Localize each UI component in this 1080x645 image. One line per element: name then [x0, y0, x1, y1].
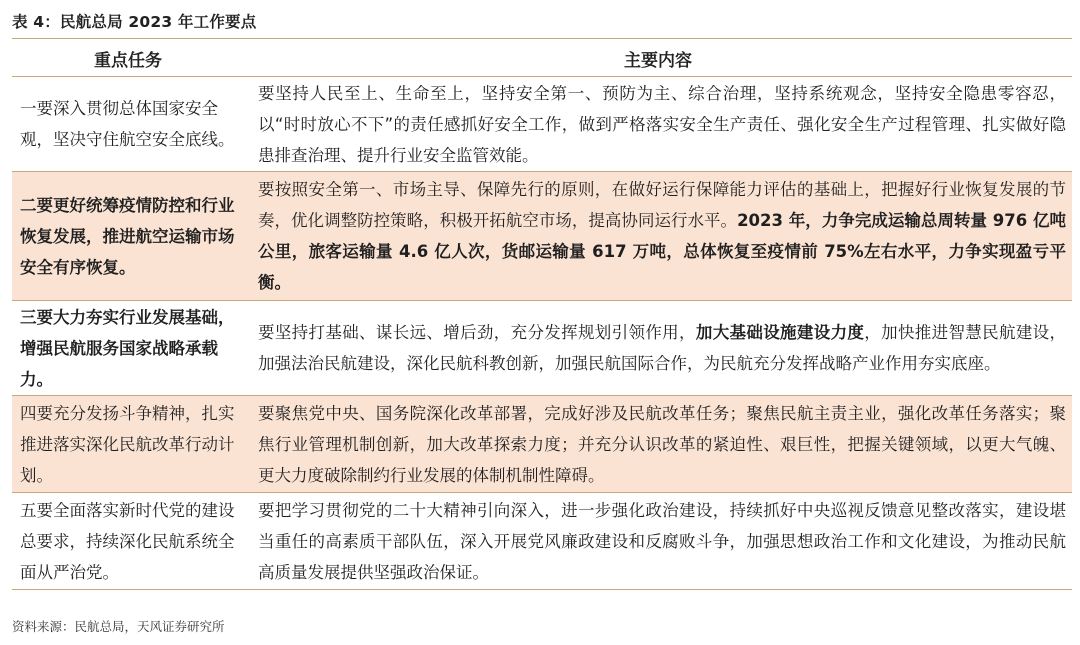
content-text: 要把学习贯彻党的二十大精神引向深入，进一步强化政治建设，持续抓好中央巡视反馈意见整改落实，建设堪当重任的高素质干部队伍，深入开展党风廉政建设和反腐败斗争，加强思想政治工作和文化建设，为推动民航高质量发展提供坚强政治保证。 [258, 500, 1066, 582]
source-note: 资料来源：民航总局，天风证券研究所 [12, 619, 225, 634]
content-cell [244, 172, 1072, 301]
table-row [12, 493, 1072, 590]
content-cell [244, 77, 1072, 172]
header-key-tasks: 重点任务 [12, 40, 244, 77]
content-highlight: 加大基础设施建设力度 [695, 323, 865, 342]
content-cell [244, 396, 1072, 493]
content-highlight: 2023 年，力争完成运输总周转量 976 亿吨公里，旅客运输量 4.6 亿人次，货邮运输量 617 万吨，总体恢复至疫情前 75%左右水平，力争实现盈亏平衡。 [258, 211, 1066, 292]
table-header-row [12, 40, 1072, 77]
content-cell [244, 301, 1072, 396]
table-row [12, 77, 1072, 172]
content-text: ，加快推进智慧民航建设，加强法治民航建设，深化民航科教创新，加强民航国际合作，为民航充分发挥战略产业作用夯实底座。 [258, 323, 1067, 373]
content-cell [244, 493, 1072, 590]
task-cell: 一要深入贯彻总体国家安全观，坚决守住航空安全底线。 [12, 77, 244, 172]
content-text: 要按照安全第一、市场主导、保障先行的原则，在做好运行保障能力评估的基础上，把握好行业恢复发展的节奏，优化调整防控策略，积极开拓航空市场，提高协同运行水平。 [258, 180, 1066, 230]
task-cell: 二要更好统筹疫情防控和行业恢复发展，推进航空运输市场安全有序恢复。 [12, 172, 244, 301]
content-text: 要坚持打基础、谋长远、增后劲，充分发挥规划引领作用， [258, 323, 696, 342]
header-main-content: 主要内容 [244, 40, 1072, 77]
task-cell: 五要全面落实新时代党的建设总要求，持续深化民航系统全面从严治党。 [12, 493, 244, 590]
table-row [12, 396, 1072, 493]
work-priorities-table [12, 40, 1072, 590]
table-row [12, 172, 1072, 301]
task-cell: 三要大力夯实行业发展基础，增强民航服务国家战略承载力。 [12, 301, 244, 396]
task-cell: 四要充分发扬斗争精神，扎实推进落实深化民航改革行动计划。 [12, 396, 244, 493]
table-caption: 表 4：民航总局 2023 年工作要点 [12, 13, 257, 31]
content-text: 要坚持人民至上、生命至上，坚持安全第一、预防为主、综合治理，坚持系统观念，坚持安全隐患零容忍，以“时时放心不下”的责任感抓好安全工作，做到严格落实安全生产责任、强化安全生产过程管理、扎实做好隐患排查治理、提升行业安全监管效能。 [258, 83, 1066, 165]
caption-divider [12, 38, 1072, 39]
table-row [12, 301, 1072, 396]
content-text: 要聚焦党中央、国务院深化改革部署，完成好涉及民航改革任务；聚焦民航主责主业，强化改革任务落实；聚焦行业管理机制创新，加大改革探索力度；并充分认识改革的紧迫性、艰巨性，把握关键领域，以更大气魄、更大力度破除制约行业发展的体制机制性障碍。 [258, 403, 1066, 485]
